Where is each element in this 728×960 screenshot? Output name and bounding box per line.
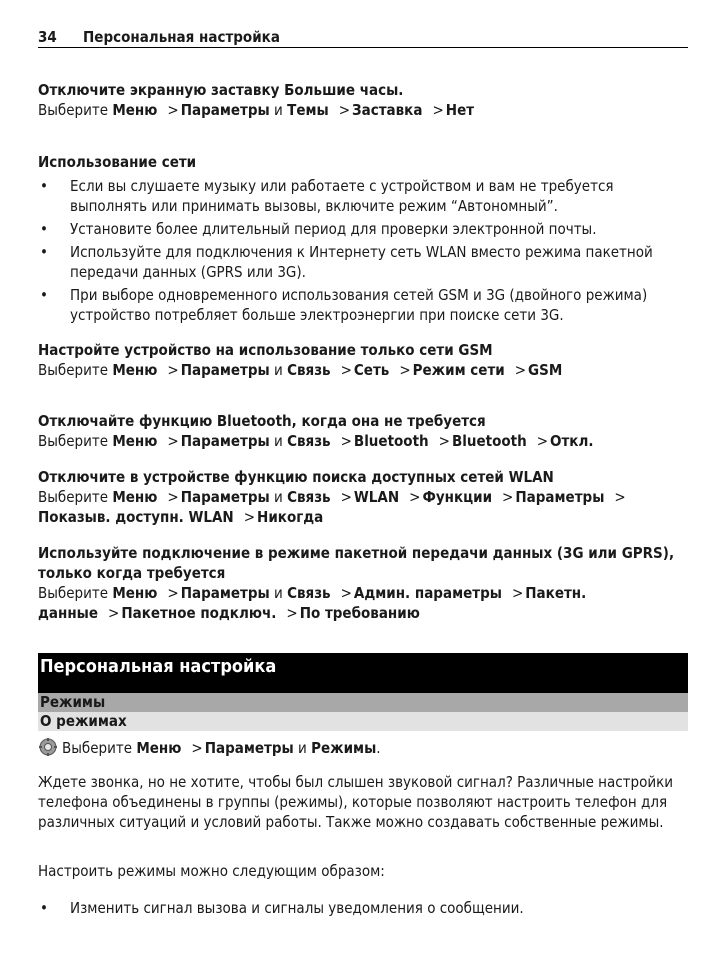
path-and: и [298, 739, 307, 757]
packet-path: Выберите Меню > Параметры и Связь > Админ. параметры > Пакетн. данные > Пакетное подключ. > По требованию [38, 584, 587, 622]
path-prefix: Выберите [38, 432, 109, 450]
path-none[interactable]: Нет [445, 101, 475, 119]
path-and: и [274, 432, 283, 450]
path-network[interactable]: Сеть [353, 361, 390, 379]
path-gsm[interactable]: GSM [528, 361, 563, 379]
path-settings[interactable]: Параметры [515, 488, 605, 506]
path-admin-settings[interactable]: Админ. параметры [353, 584, 502, 602]
path-connectivity[interactable]: Связь [287, 432, 331, 450]
path-screensaver[interactable]: Заставка [352, 101, 423, 119]
path-show-wlan[interactable]: Показыв. доступн. WLAN [38, 508, 234, 526]
path-connectivity[interactable]: Связь [287, 584, 331, 602]
gsm-heading: Настройте устройство на использование только сети GSM [38, 341, 493, 359]
path-off[interactable]: Откл. [550, 432, 594, 450]
path-and: и [274, 488, 283, 506]
bluetooth-section [38, 411, 688, 451]
network-use-heading: Использование сети [38, 153, 197, 171]
list-item: • Если вы слушаете музыку или работаете с устройством и вам не требуется выполнять или принимать вызовы, включите режим “Автономный”. [38, 176, 688, 216]
profiles-path: Выберите Меню > Параметры и Режимы. [38, 737, 688, 758]
path-options[interactable]: Функции [422, 488, 493, 506]
path-params[interactable]: Параметры [180, 584, 270, 602]
profiles-customize-lead: Настроить режимы можно следующим образом: [38, 862, 385, 880]
packet-section [38, 543, 688, 623]
path-params[interactable]: Параметры [180, 361, 270, 379]
path-menu[interactable]: Меню [112, 432, 158, 450]
screensaver-heading: Отключите экранную заставку Большие часы. [38, 81, 404, 99]
path-menu[interactable]: Меню [112, 584, 158, 602]
page-header [38, 25, 688, 48]
list-item: • Изменить сигнал вызова и сигналы уведомления о сообщении. [38, 898, 688, 918]
path-menu[interactable]: Меню [136, 739, 182, 757]
path-and: и [274, 584, 283, 602]
page-number: 34 [38, 28, 57, 46]
path-period: . [376, 739, 381, 757]
gear-icon [38, 737, 58, 757]
screensaver-section [38, 80, 688, 120]
path-connectivity[interactable]: Связь [287, 488, 331, 506]
path-and: и [274, 361, 283, 379]
screensaver-path: Выберите Меню > Параметры и Темы > Заставка > Нет [38, 101, 475, 119]
path-profiles[interactable]: Режимы [311, 739, 377, 757]
about-profiles-title: О режимах [38, 712, 688, 731]
list-item: • При выборе одновременного использования сетей GSM и 3G (двойного режима) устройство потребляет больше электроэнергии при поиске сети 3G. [38, 285, 688, 325]
wlan-section [38, 467, 688, 527]
profiles-title: Режимы [38, 693, 688, 712]
path-network-mode[interactable]: Режим сети [412, 361, 505, 379]
path-params[interactable]: Параметры [180, 488, 270, 506]
bluetooth-path: Выберите Меню > Параметры и Связь > Bluetooth > Bluetooth > Откл. [38, 432, 594, 450]
packet-heading: Используйте подключение в режиме пакетной передачи данных (3G или GPRS), только когда требуется [38, 544, 675, 582]
section-title: Персональная настройка [40, 656, 277, 677]
profiles-intro: Ждете звонка, но не хотите, чтобы был слышен звуковой сигнал? Различные настройки телефона объединены в группы (режимы), которые позволяют настроить телефон для различных ситуаций и условий работы. Также можно создавать собственные режимы. [38, 773, 674, 831]
path-params[interactable]: Параметры [180, 432, 270, 450]
gsm-section [38, 340, 688, 380]
bluetooth-heading: Отключайте функцию Bluetooth, когда она не требуется [38, 412, 486, 430]
path-menu[interactable]: Меню [112, 361, 158, 379]
path-params[interactable]: Параметры [180, 101, 270, 119]
path-prefix: Выберите [38, 101, 109, 119]
path-menu[interactable]: Меню [112, 488, 158, 506]
path-prefix: Выберите [62, 739, 133, 757]
header-title: Персональная настройка [83, 28, 280, 46]
path-wlan[interactable]: WLAN [353, 488, 400, 506]
path-on-demand[interactable]: По требованию [299, 604, 420, 622]
path-packet-data[interactable]: Пакетн. данные [38, 584, 587, 622]
path-never[interactable]: Никогда [257, 508, 324, 526]
path-prefix: Выберите [38, 488, 109, 506]
path-prefix: Выберите [38, 584, 109, 602]
path-params[interactable]: Параметры [204, 739, 294, 757]
list-item: • Установите более длительный период для проверки электронной почты. [38, 219, 688, 239]
wlan-path: Выберите Меню > Параметры и Связь > WLAN > Функции > Параметры > Показыв. доступн. WLAN > Никогда [38, 488, 626, 526]
profiles-list [38, 898, 688, 921]
path-and: и [274, 101, 283, 119]
section-title-bar [38, 653, 688, 693]
path-connectivity[interactable]: Связь [287, 361, 331, 379]
gsm-path: Выберите Меню > Параметры и Связь > Сеть > Режим сети > GSM [38, 361, 563, 379]
path-prefix: Выберите [38, 361, 109, 379]
path-packet-connection[interactable]: Пакетное подключ. [121, 604, 277, 622]
network-use-section [38, 152, 688, 328]
list-item: • Используйте для подключения к Интернету сеть WLAN вместо режима пакетной передачи данных (GPRS или 3G). [38, 242, 688, 282]
path-bluetooth-setting[interactable]: Bluetooth [451, 432, 527, 450]
path-bluetooth[interactable]: Bluetooth [353, 432, 429, 450]
path-themes[interactable]: Темы [287, 101, 329, 119]
wlan-heading: Отключите в устройстве функцию поиска доступных сетей WLAN [38, 468, 554, 486]
path-menu[interactable]: Меню [112, 101, 158, 119]
network-use-list [38, 176, 688, 325]
